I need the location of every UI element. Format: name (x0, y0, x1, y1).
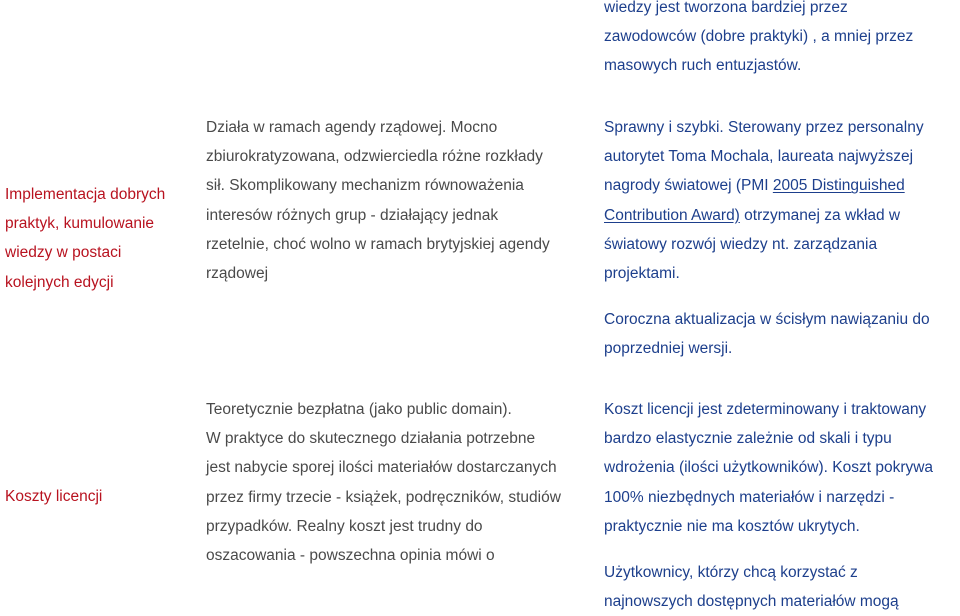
text-line: Działa w ramach agendy rządowej. Mocno (206, 119, 498, 136)
text-line: sił. Skomplikowany mechanizm równoważenia (206, 177, 524, 195)
row2-col3-paragraph1 (604, 395, 933, 541)
row2-label (5, 482, 102, 511)
row0-col3-text (604, 0, 913, 81)
row1-label (5, 180, 165, 297)
row1-col3-paragraph2 (604, 305, 930, 363)
text-line: projektami. (604, 265, 680, 283)
text-line: przez firmy trzecie - książek, podręczników, studiów (206, 488, 561, 506)
text-line: rzetelnie, choć wolno w ramach brytyjskiej agendy (206, 235, 550, 253)
text-line: W praktyce do skutecznego działania potrzebne (206, 430, 536, 448)
award-link[interactable]: Contribution Award) (604, 206, 740, 224)
text-line: rządowej (206, 265, 269, 283)
text-segment: otrzymanej za wkład w (739, 206, 901, 224)
text-line: masowych ruch entuzjastów. (604, 57, 802, 75)
label-line: Implementacja dobrych (5, 186, 166, 203)
text-line: autorytet Toma Mochala, laureata najwyższej (604, 148, 914, 166)
text-line: przypadków. Realny koszt jest trudny do (206, 517, 483, 535)
text-line: Koszt licencji jest zdeterminowany i traktowany (604, 401, 927, 418)
text-line: Sprawny i szybki. Sterowany przez personalny (604, 119, 924, 136)
text-line: interesów różnych grup - działający jednak (206, 206, 499, 224)
row2-col2-text (206, 395, 561, 570)
text-line: poprzedniej wersji. (604, 340, 733, 358)
text-line: Coroczna aktualizacja w ścisłym nawiązaniu do (604, 311, 930, 328)
text-segment: nagrody światowej (PMI (604, 177, 773, 195)
text-line: najnowszych dostępnych materiałów mogą (604, 593, 899, 611)
text-line (604, 201, 924, 230)
text-line: 100% niezbędnych materiałów i narzędzi - (604, 488, 895, 506)
text-line: jest nabycie sporej ilości materiałów dostarczanych (206, 459, 557, 477)
text-line: bardzo elastycznie zależnie od skali i typu (604, 430, 892, 448)
award-link[interactable]: 2005 Distinguished (772, 177, 905, 195)
row1-col2-text (206, 113, 550, 288)
label-line: Koszty licencji (5, 488, 103, 505)
text-line: praktycznie nie ma kosztów ukrytych. (604, 517, 860, 535)
text-line: zawodowców (dobre praktyki) , a mniej przez (604, 28, 914, 46)
label-line: kolejnych edycji (5, 273, 114, 291)
text-line (604, 171, 924, 200)
text-line: oszacowania - powszechna opinia mówi o (206, 547, 495, 565)
text-line: wiedzy jest tworzona bardziej przez (604, 0, 848, 16)
text-line: Teoretycznie bezpłatna (jako public domain). (206, 401, 512, 418)
row1-col3-text (604, 113, 924, 288)
text-line: wdrożenia (ilości użytkowników). Koszt pokrywa (604, 459, 934, 477)
label-line: praktyk, kumulowanie (5, 215, 155, 233)
text-line: Użytkownicy, którzy chcą korzystać z (604, 564, 858, 581)
row2-col3-paragraph2 (604, 558, 899, 616)
label-line: wiedzy w postaci (5, 244, 122, 262)
text-line: światowy rozwój wiedzy nt. zarządzania (604, 235, 878, 253)
text-line: zbiurokratyzowana, odzwierciedla różne rozkłady (206, 148, 543, 166)
